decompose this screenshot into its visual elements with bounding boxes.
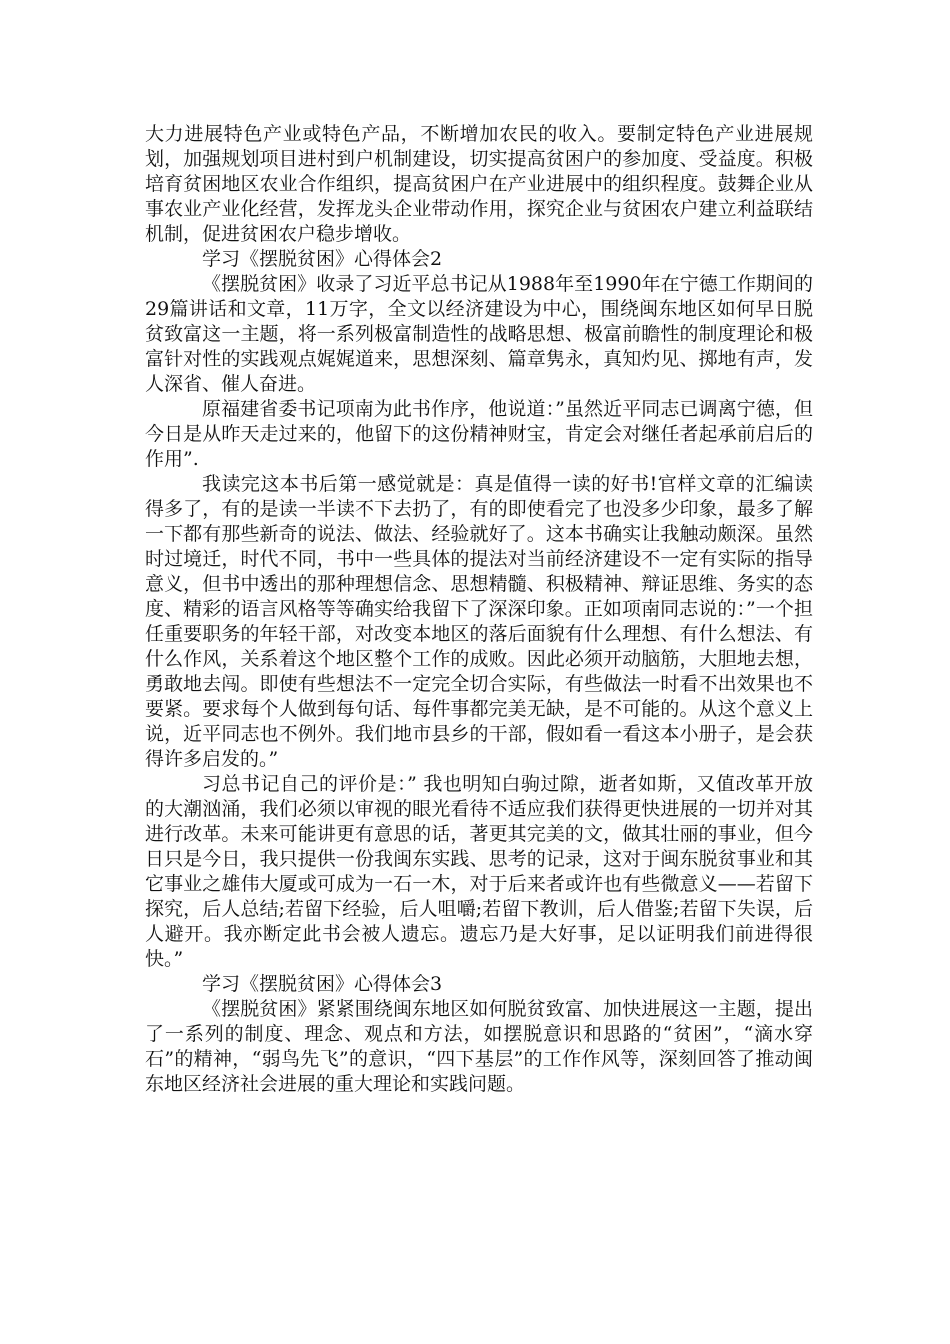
section-heading-3: 学习《摆脱贫困》心得体会3 [202, 973, 443, 995]
paragraph-industry: 大力进展特色产业或特色产品，不断增加农民的收入。要制定特色产业进展规划，加强规划项目进村到户机制建设，切实提高贫困户的参加度、受益度。积极培育贫困地区农业合作组织，提高贫困户在产业进展中的组织程度。鼓舞企业从事农业产业化经营，发挥龙头企业带动作用，探究企业与贫困农户建立利益联结机制，促进贫困农户稳步增收。 [145, 123, 813, 245]
paragraph-preface: 原福建省委书记项南为此书作序，他说道：”虽然近平同志已调离宁德，但今日是从昨天走过来的，他留下的这份精神财宝，肯定会对继任者起承前启后的作用”. [145, 398, 813, 470]
paragraph-theme: 《摆脱贫困》紧紧围绕闽东地区如何脱贫致富、加快进展这一主题，提出了一系列的制度、理念、观点和方法，如摆脱意识和思路的“贫困”，“滴水穿石”的精神，“弱鸟先飞”的意识，“四下基层”的工作作风等，深刻回答了推动闽东地区经济社会进展的重大理论和实践问题。 [145, 998, 813, 1095]
paragraph-self-evaluation: 习总书记自己的评价是：” 我也明知白驹过隙，逝者如斯，又值改革开放的大潮汹涌，我们必须以审视的眼光看待不适应我们获得更快进展的一切并对其进行改革。未来可能讲更有意思的话，著更其完美的文，做其壮丽的事业，但今日只是今日，我只提供一份我闽东实践、思考的记录，这对于闽东脱贫事业和其它事业之雄伟大厦或可成为一石一木，对于后来者或许也有些微意义——若留下探究，后人总结;若留下经验，后人咀嚼;若留下教训，后人借鉴;若留下失误，后人避开。我亦断定此书会被人遗忘。遗忘乃是大好事，足以证明我们前进得很快。” [145, 773, 813, 970]
paragraph-impression: 我读完这本书后第一感觉就是：真是值得一读的好书!官样文章的汇编读得多了，有的是读一半读不下去扔了，有的即使看完了也没多少印象，最多了解一下都有那些新奇的说法、做法、经验就好了。这本书确实让我触动颇深。虽然时过境迁，时代不同，书中一些具体的提法对当前经济建设不一定有实际的指导意义，但书中透出的那种理想信念、思想精髓、积极精神、辩证思维、务实的态度、精彩的语言风格等等确实给我留下了深深印象。正如项南同志说的：”一个担任重要职务的年轻干部，对改变本地区的落后面貌有什么理想、有什么想法、有什么作风，关系着这个地区整个工作的成败。因此必须开动脑筋，大胆地去想，勇敢地去闯。即使有些想法不一定完全切合实际，有些做法一时看不出效果也不要紧。要求每个人做到每句话、每件事都完美无缺，是不可能的。从这个意义上说，近平同志也不例外。我们地市县乡的干部，假如看一看这本小册子，是会获得许多启发的。” [145, 473, 813, 770]
paragraph-book-intro: 《摆脱贫困》收录了习近平总书记从1988年至1990年在宁德工作期间的29篇讲话和文章，11万字，全文以经济建设为中心，围绕闽东地区如何早日脱贫致富这一主题，将一系列极富制造性的战略思想、极富前瞻性的制度理论和极富针对性的实践观点娓娓道来，思想深刻、篇章隽永，真知灼见、掷地有声，发人深省、催人奋进。 [145, 273, 813, 395]
section-heading-2: 学习《摆脱贫困》心得体会2 [202, 248, 443, 270]
document-page [145, 122, 813, 1097]
